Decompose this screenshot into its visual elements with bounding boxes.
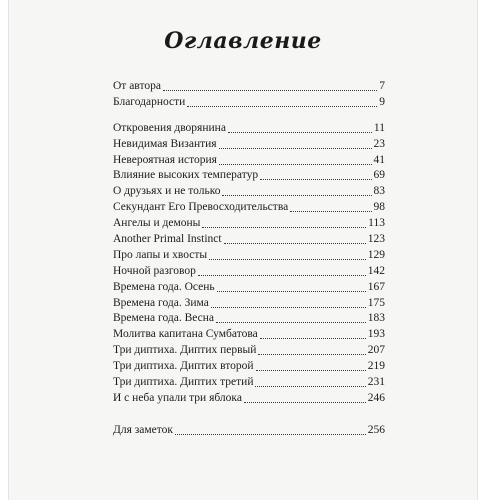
dot-leader [228,122,372,133]
toc-entry-label: Ночной разговор [113,265,196,277]
toc-entry-label: Секундант Его Превосходительства [113,201,289,213]
toc-entry [113,95,385,110]
dot-leader [260,328,366,339]
toc-entry [113,216,385,231]
toc-entry-label: Благодарности [113,96,186,108]
dot-leader [258,344,365,355]
toc-entry [113,296,385,311]
toc-entry-page: 193 [367,328,385,340]
dot-leader [219,154,372,165]
toc-entry-page: 9 [379,96,385,108]
toc-entry-label: Невероятная история [113,154,217,166]
toc-entry [113,232,385,247]
toc-entry-page: 113 [368,217,385,229]
toc-entry-page: 83 [373,185,385,197]
toc-entry [113,153,385,168]
toc-entry [113,343,385,358]
toc-entry [113,327,385,342]
toc-entry-page: 231 [367,376,385,388]
dot-leader [290,201,371,212]
dot-leader [217,281,366,292]
dot-leader [260,169,371,180]
toc-entry-page: 142 [367,265,385,277]
page-title: Оглавление [164,28,322,54]
toc-entry-label: Ангелы и демоны [113,217,201,229]
toc-entry-page: 256 [367,424,385,436]
dot-leader [187,96,377,107]
toc-entry [113,391,385,406]
toc-entry [113,359,385,374]
toc-entry-page: 41 [373,154,385,166]
dot-leader [175,424,366,435]
toc-entry-page: 219 [367,360,385,372]
dot-leader [198,265,366,276]
toc-entry-label: Времена года. Зима [113,297,209,309]
toc-entry-page: 11 [373,122,385,134]
toc-entry-label: О друзьях и не только [113,185,221,197]
toc-entry [113,137,385,152]
toc-entry-page: 246 [367,392,385,404]
dot-leader [256,360,366,371]
dot-leader [244,392,366,403]
dot-leader [222,185,371,196]
dot-leader [209,249,366,260]
toc-entry [113,121,385,136]
toc-entry-label: Невидимая Византия [113,138,217,150]
toc-entry [113,79,385,94]
toc-entry-label: От автора [113,80,161,92]
toc-entry-page: 167 [367,281,385,293]
toc-entry-page: 7 [379,80,385,92]
book-page [8,0,478,500]
toc-entry-page: 69 [373,169,385,181]
toc-entry [113,280,385,295]
toc-entry-label: Три диптиха. Диптих второй [113,360,254,372]
toc-entry-page: 183 [367,312,385,324]
dot-leader [255,376,365,387]
toc-entry [113,264,385,279]
toc-entry-label: Времена года. Весна [113,312,215,324]
toc-entry-label: Влияние высоких температур [113,169,259,181]
toc-entry-label: Три диптиха. Диптих третий [113,376,254,388]
toc-entry-page: 129 [367,249,385,261]
toc-entry-page: 207 [367,344,385,356]
toc-entry [113,168,385,183]
toc-entry-label: Откровения дворянина [113,122,226,134]
toc-entry-label: Три диптиха. Диптих первый [113,344,257,356]
toc-entry-page: 98 [373,201,385,213]
dot-leader [219,138,372,149]
toc-entry-label: Времена года. Осень [113,281,215,293]
dot-leader [211,297,366,308]
toc-entry [113,423,385,438]
toc-entry-label: Another Primal Instinct [113,233,222,245]
dot-leader [163,80,377,91]
toc-entry-label: Для заметок [113,424,173,436]
dot-leader [202,217,366,228]
toc-entry [113,200,385,215]
toc-entry [113,375,385,390]
toc-entry-page: 123 [367,233,385,245]
toc-entry-label: Молитва капитана Сумбатова [113,328,258,340]
dot-leader [224,233,366,244]
toc-entry [113,311,385,326]
toc-entry [113,248,385,263]
dot-leader [216,312,366,323]
toc-entry-label: И с неба упали три яблока [113,392,242,404]
toc-entry [113,184,385,199]
toc-entry-label: Про лапы и хвосты [113,249,208,261]
toc-entry-page: 23 [373,138,385,150]
toc-entry-page: 175 [367,297,385,309]
